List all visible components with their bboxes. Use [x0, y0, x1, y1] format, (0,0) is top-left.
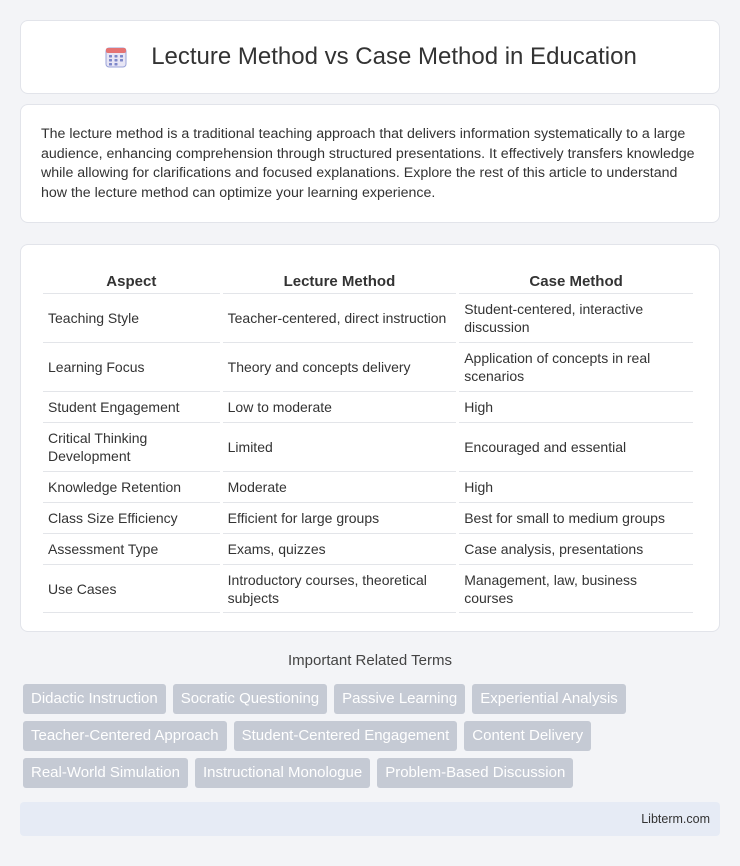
footer-site-link[interactable]: Libterm.com [641, 812, 710, 826]
header-case-method: Case Method [529, 273, 623, 290]
table-cell: Introductory courses, theoretical subjects [223, 564, 457, 613]
header-lecture-method: Lecture Method [283, 273, 396, 290]
table-cell: Learning Focus [43, 342, 220, 391]
table-cell: Low to moderate [223, 391, 457, 422]
tag-content-delivery[interactable]: Content Delivery [464, 721, 591, 751]
title-card [20, 20, 720, 94]
table-cell: Theory and concepts delivery [223, 342, 457, 391]
table-row [43, 564, 693, 613]
comparison-card [20, 244, 720, 632]
tag-row [23, 684, 723, 714]
table-cell: Class Size Efficiency [43, 502, 220, 533]
table-cell: Assessment Type [43, 533, 220, 564]
table-cell: Limited [223, 422, 457, 471]
tag-teacher-centered-approach[interactable]: Teacher-Centered Approach [23, 721, 227, 751]
table-row [43, 293, 693, 342]
table-cell: Use Cases [43, 564, 220, 613]
page-title: Lecture Method vs Case Method in Education [151, 43, 637, 70]
footer [20, 802, 720, 836]
table-row [43, 502, 693, 533]
table-cell: Student-centered, interactive discussion [459, 293, 693, 342]
table-cell: Critical Thinking Development [43, 422, 220, 471]
tag-experiential-analysis[interactable]: Experiential Analysis [472, 684, 626, 714]
table-cell: Management, law, business courses [459, 564, 693, 613]
table-cell: Exams, quizzes [223, 533, 457, 564]
table-cell: Best for small to medium groups [459, 502, 693, 533]
table-row [43, 391, 693, 422]
related-terms-heading: Important Related Terms [288, 652, 452, 669]
table-cell: Case analysis, presentations [459, 533, 693, 564]
header-aspect: Aspect [106, 273, 157, 290]
comparison-table [40, 265, 696, 613]
tag-passive-learning[interactable]: Passive Learning [334, 684, 465, 714]
table-row [43, 471, 693, 502]
table-cell: Encouraged and essential [459, 422, 693, 471]
table-cell: Knowledge Retention [43, 471, 220, 502]
intro-card [20, 104, 720, 223]
table-row [43, 342, 693, 391]
related-terms [23, 684, 723, 795]
tag-real-world-simulation[interactable]: Real-World Simulation [23, 758, 188, 788]
table-cell: High [459, 471, 693, 502]
tag-student-centered-engagement[interactable]: Student-Centered Engagement [234, 721, 458, 751]
tag-didactic-instruction[interactable]: Didactic Instruction [23, 684, 166, 714]
intro-paragraph: The lecture method is a traditional teaching approach that delivers information systematically to a large audience, enhancing comprehension through structured presentations. It effectively transfers knowledge while allowing for clarifications and focused explanations. Explore the rest of this article to understand how the lecture method can optimize your learning experience. [41, 126, 695, 201]
table-row [43, 422, 693, 471]
tag-row [23, 758, 723, 788]
calendar-icon [103, 44, 129, 70]
table-cell: Teacher-centered, direct instruction [223, 293, 457, 342]
table-cell: Teaching Style [43, 293, 220, 342]
table-cell: Efficient for large groups [223, 502, 457, 533]
table-cell: High [459, 391, 693, 422]
table-cell: Moderate [223, 471, 457, 502]
tag-socratic-questioning[interactable]: Socratic Questioning [173, 684, 327, 714]
table-cell: Application of concepts in real scenarios [459, 342, 693, 391]
tag-instructional-monologue[interactable]: Instructional Monologue [195, 758, 370, 788]
table-header-row [43, 265, 693, 293]
tag-problem-based-discussion[interactable]: Problem-Based Discussion [377, 758, 573, 788]
table-row [43, 533, 693, 564]
tag-row [23, 721, 723, 751]
table-cell: Student Engagement [43, 391, 220, 422]
